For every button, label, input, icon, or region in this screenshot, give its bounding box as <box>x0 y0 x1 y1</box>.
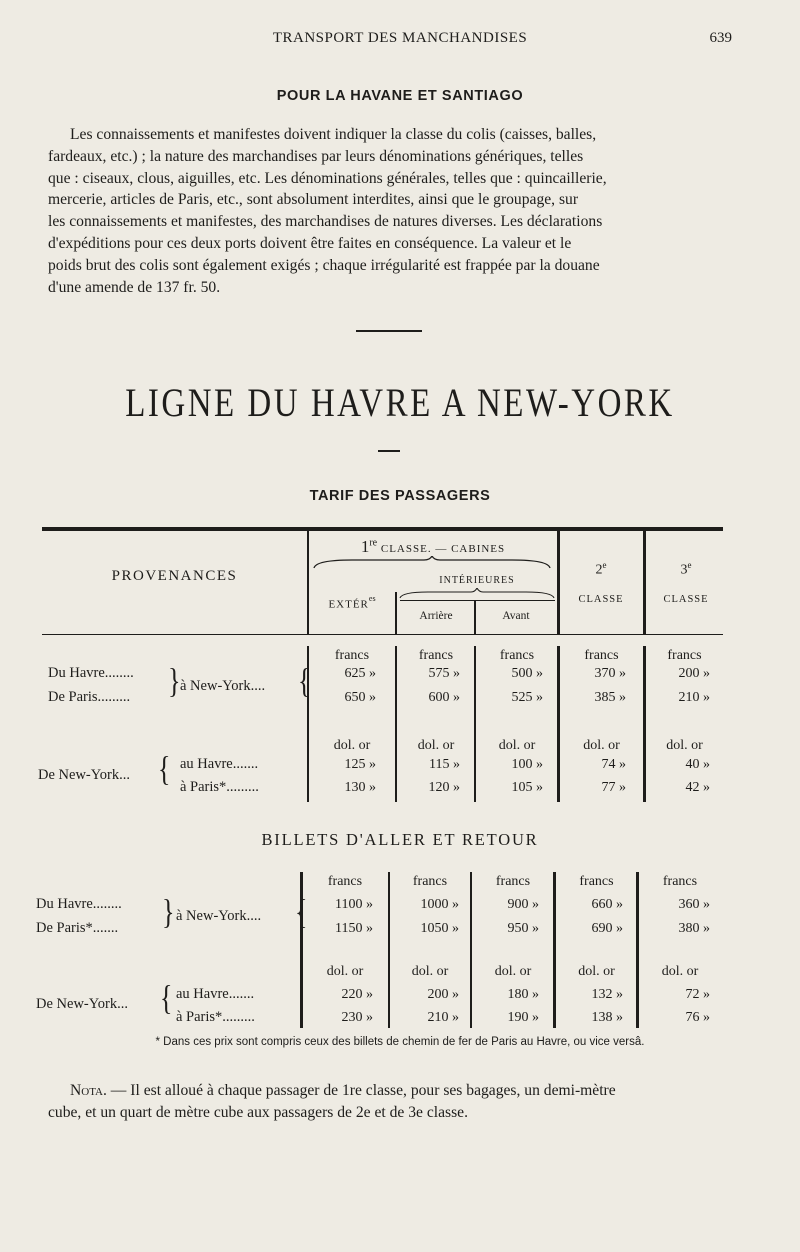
billets-cell: 1050 » <box>420 921 459 936</box>
billets-cell: 138 » <box>591 1010 623 1025</box>
tarif-row-label: De Paris......... <box>48 689 131 705</box>
tarif-cell: 600 » <box>428 690 460 705</box>
header-bottom-rule <box>42 634 723 635</box>
table-top-rule <box>42 527 723 531</box>
unit-label: francs <box>412 874 448 889</box>
col-divider <box>395 592 397 634</box>
billets-col-divider <box>636 872 639 1028</box>
nota-paragraph <box>48 1080 752 1124</box>
billets-cell: 380 » <box>678 921 710 936</box>
troisieme-classe-header: CLASSE <box>663 594 709 605</box>
tarif-row-label: au Havre....... <box>180 756 259 772</box>
unit-label: francs <box>584 648 619 663</box>
havane-line: d'une amende de 137 fr. 50. <box>48 278 221 296</box>
tarif-cell: 500 » <box>511 666 543 681</box>
unit-label: dol. or <box>494 964 532 979</box>
brace-right: } <box>168 661 181 701</box>
unit-label: francs <box>499 648 535 663</box>
tarif-cell: 130 » <box>344 780 376 795</box>
deuxieme-sup: e <box>602 560 607 570</box>
billets-cell: 690 » <box>591 921 623 936</box>
billets-row-label: Du Havre........ <box>36 896 122 912</box>
tarif-cell: 200 » <box>678 666 710 681</box>
billets-col-divider <box>388 872 390 1028</box>
billets-cell: 132 » <box>591 987 623 1002</box>
interieures-header: INTÉRIEURES <box>439 575 515 586</box>
billets-heading: BILLETS D'ALLER ET RETOUR <box>261 830 539 849</box>
tarif-cell: 210 » <box>678 690 710 705</box>
premiere-rest: CLASSE. — CABINES <box>377 543 506 555</box>
troisieme-sup: e <box>687 560 692 570</box>
tarif-cell: 625 » <box>344 666 376 681</box>
billets-cell: 1100 » <box>335 897 373 912</box>
billets-cell: 190 » <box>507 1010 539 1025</box>
unit-label: francs <box>418 648 454 663</box>
tarif-cell: 42 » <box>685 780 710 795</box>
havane-line: que : ciseaux, clous, aiguilles, etc. Les dénominations générales, telles que : quincaillerie, <box>48 169 607 187</box>
footnote: * Dans ces prix sont compris ceux des billets de chemin de fer de Paris au Havre, ou vice versâ. <box>155 1036 645 1048</box>
brace-left: { <box>295 892 308 932</box>
billets-dest: à New-York.... <box>176 908 262 924</box>
provenances-header: PROVENANCES <box>111 568 238 584</box>
havane-line: d'expéditions pour ces deux ports doivent être faites en conséquence. La valeur et le <box>48 234 572 252</box>
tarif-row-label: Du Havre........ <box>48 665 134 681</box>
havane-line: mercerie, articles de Paris, etc., sont absolument interdites, ainsi que le groupage, sur <box>48 191 579 209</box>
tarif-cell: 650 » <box>344 690 376 705</box>
col-divider <box>307 531 309 634</box>
page-number: 639 <box>709 30 732 46</box>
billets-cell: 210 » <box>427 1010 459 1025</box>
tarif-cell: 74 » <box>601 757 626 772</box>
tarif-cell: 120 » <box>428 780 460 795</box>
col-divider <box>557 531 560 634</box>
tarif-row-label: à Paris*......... <box>180 779 259 795</box>
havane-line: fardeaux, etc.) ; la nature des marchandises par leurs dénominations génériques, telles <box>48 147 584 165</box>
billets-cell: 180 » <box>507 987 539 1002</box>
unit-label: dol. or <box>498 738 536 753</box>
tarif-cell: 100 » <box>511 757 543 772</box>
body-col-divider <box>395 646 397 802</box>
tarif-heading: TARIF DES PASSAGERS <box>309 488 491 504</box>
billets-row-label: De Paris*....... <box>36 920 119 936</box>
cabines-brace <box>312 556 552 570</box>
nota-line: cube, et un quart de mètre cube aux passagers de 2e et de 3e classe. <box>48 1103 468 1121</box>
billets-col-divider <box>553 872 556 1028</box>
nota-label: Nota. <box>70 1082 107 1099</box>
unit-label: dol. or <box>578 964 615 979</box>
exterieures-sup: es <box>368 594 376 603</box>
billets-cell: 220 » <box>341 987 373 1002</box>
tarif-cell: 575 » <box>428 666 460 681</box>
exterieures-label: EXTÉR <box>328 598 369 611</box>
billets-cell: 72 » <box>685 987 710 1002</box>
interieures-rule <box>400 600 555 601</box>
billets-col-divider <box>470 872 472 1028</box>
premiere-classe-header <box>310 537 556 557</box>
brace-left: { <box>158 749 171 789</box>
unit-label: francs <box>334 648 370 663</box>
troisieme-header <box>646 560 726 579</box>
billets-row-label: à Paris*......... <box>176 1009 255 1025</box>
billets-cell: 1150 » <box>335 921 373 936</box>
billets-cell: 360 » <box>678 897 710 912</box>
deuxieme-num: 2 <box>595 562 603 578</box>
deuxieme-header <box>560 560 642 579</box>
arriere-header: Arrière <box>419 610 453 622</box>
tarif-cell: 40 » <box>685 757 710 772</box>
tarif-cell: 77 » <box>601 780 626 795</box>
billets-cell: 1000 » <box>420 897 459 912</box>
brace-right: } <box>162 892 175 932</box>
premiere-prefix: 1 <box>360 537 370 556</box>
avant-header: Avant <box>502 610 530 622</box>
unit-label: francs <box>327 874 363 889</box>
brace-left: { <box>160 978 173 1018</box>
running-head-title: TRANSPORT DES MANCHANDISES <box>272 30 528 46</box>
billets-cell: 660 » <box>591 897 623 912</box>
exterieures-header <box>310 594 394 612</box>
unit-label: dol. or <box>326 964 364 979</box>
unit-label: francs <box>662 874 698 889</box>
tarif-cell: 370 » <box>594 666 626 681</box>
billets-cell: 950 » <box>507 921 539 936</box>
unit-label: dol. or <box>661 964 699 979</box>
unit-label: dol. or <box>666 738 703 753</box>
havane-line: Les connaissements et manifestes doivent indiquer la classe du colis (caisses, balles, <box>70 126 597 143</box>
tarif-dest: à New-York.... <box>180 678 266 694</box>
tarif-cell: 385 » <box>594 690 626 705</box>
billets-cell: 230 » <box>341 1010 373 1025</box>
billets-origin: De New-York... <box>36 996 128 1012</box>
ligne-title: LIGNE DU HAVRE A NEW-YORK <box>125 382 675 426</box>
tarif-cell: 125 » <box>344 757 376 772</box>
billets-cell: 900 » <box>507 897 539 912</box>
col-divider <box>643 531 646 634</box>
unit-label: dol. or <box>417 738 455 753</box>
havane-paragraph <box>48 124 752 298</box>
title-divider <box>378 450 400 452</box>
section-divider <box>356 330 422 332</box>
unit-label: dol. or <box>583 738 620 753</box>
nota-line <box>48 1080 752 1102</box>
tarif-cell: 115 » <box>429 757 460 772</box>
troisieme-num: 3 <box>680 562 688 578</box>
tarif-origin: De New-York... <box>38 767 130 783</box>
havane-line: poids brut des colis sont également exigés ; chaque irrégularité est frappée par la douane <box>48 256 600 274</box>
billets-cell: 76 » <box>685 1010 710 1025</box>
unit-label: francs <box>495 874 531 889</box>
body-col-divider <box>474 646 476 802</box>
deuxieme-classe-header: CLASSE <box>578 594 624 605</box>
unit-label: dol. or <box>333 738 371 753</box>
premiere-sup: re <box>369 537 378 549</box>
tarif-cell: 105 » <box>511 780 543 795</box>
unit-label: dol. or <box>411 964 449 979</box>
havane-heading: POUR LA HAVANE ET SANTIAGO <box>276 88 524 104</box>
billets-cell: 200 » <box>427 987 459 1002</box>
billets-row-label: au Havre....... <box>176 986 255 1002</box>
interieures-brace <box>398 588 556 600</box>
brace-left: { <box>298 661 311 701</box>
nota-text: — Il est alloué à chaque passager de 1re classe, pour ses bagages, un demi-mètre <box>106 1082 616 1099</box>
unit-label: francs <box>579 874 614 889</box>
tarif-cell: 525 » <box>511 690 543 705</box>
havane-line: les connaissements et manifestes, des marchandises de natures diverses. Les déclarations <box>48 213 603 231</box>
unit-label: francs <box>667 648 702 663</box>
